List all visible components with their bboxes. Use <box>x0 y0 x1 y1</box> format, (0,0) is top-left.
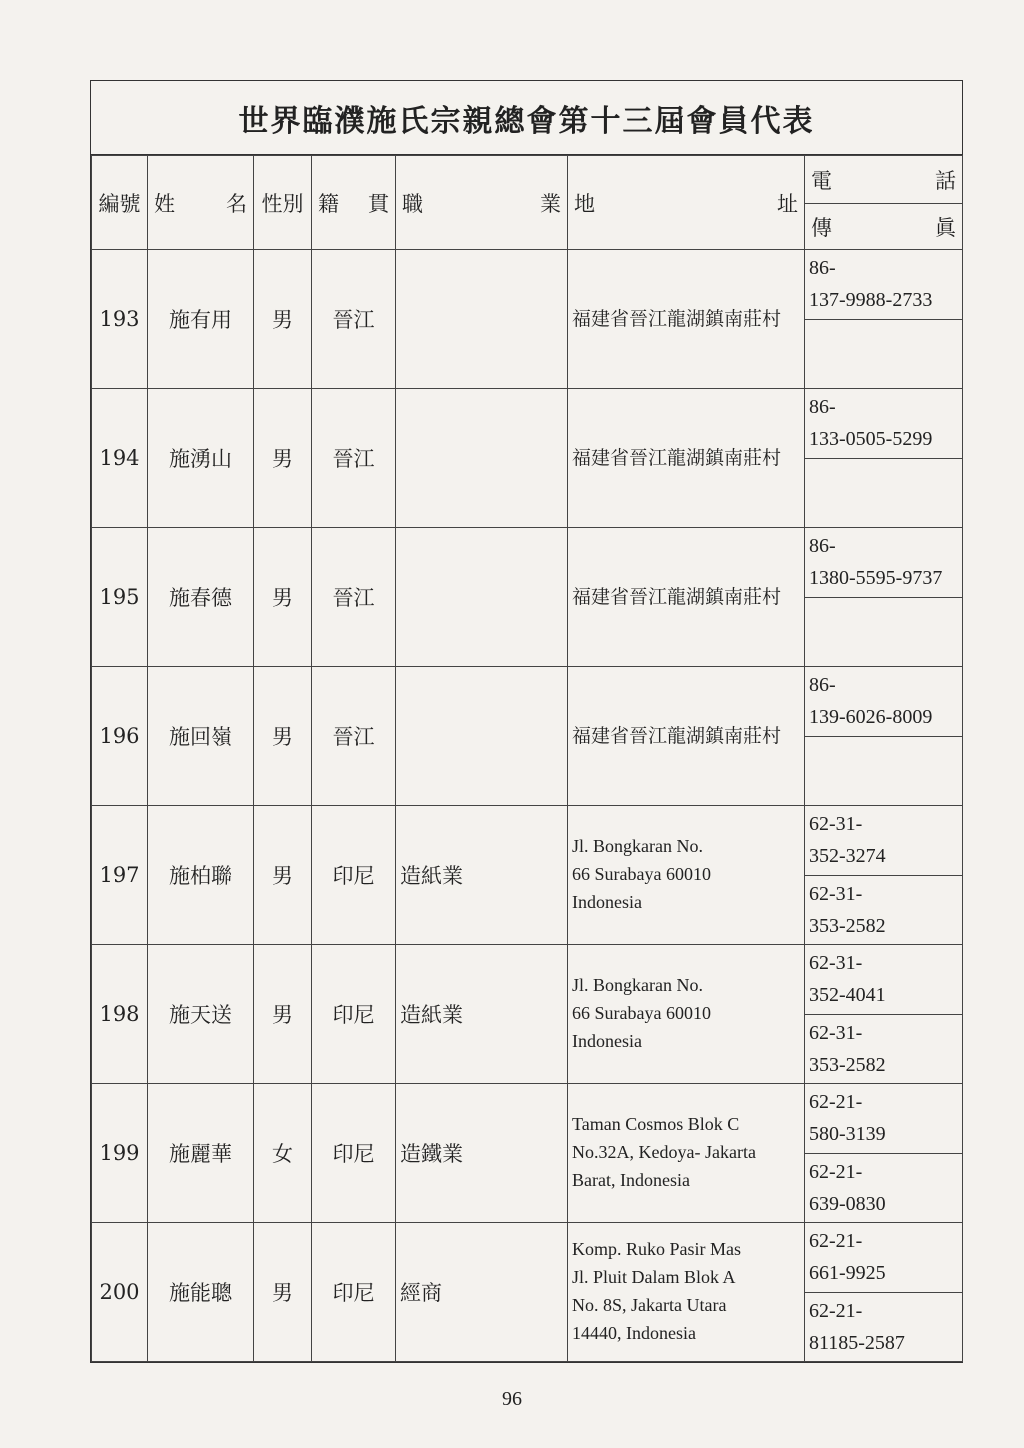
member-address: Jl. Bongkaran No. 66 Surabaya 60010 Indonesia <box>568 945 805 1084</box>
member-origin: 印尼 <box>312 806 396 945</box>
member-phone: 86- 137-9988-2733 <box>805 250 963 320</box>
member-origin: 晉江 <box>312 389 396 528</box>
header-phone: 電 話 <box>805 156 963 204</box>
member-origin: 晉江 <box>312 667 396 806</box>
member-name: 施湧山 <box>148 389 254 528</box>
member-job: 造紙業 <box>396 806 568 945</box>
member-gender: 男 <box>254 806 312 945</box>
member-job <box>396 250 568 389</box>
member-fax: 62-31- 353-2582 <box>805 1015 963 1084</box>
member-gender: 男 <box>254 1223 312 1362</box>
member-gender: 男 <box>254 667 312 806</box>
member-name: 施柏聯 <box>148 806 254 945</box>
member-table <box>91 155 963 1362</box>
member-name: 施天送 <box>148 945 254 1084</box>
member-fax <box>805 320 963 389</box>
member-address: 福建省晉江龍湖鎮南莊村 <box>568 667 805 806</box>
member-gender: 女 <box>254 1084 312 1223</box>
member-origin: 印尼 <box>312 1223 396 1362</box>
member-phone: 62-21- 661-9925 <box>805 1223 963 1293</box>
member-phone: 62-31- 352-3274 <box>805 806 963 876</box>
member-phone: 62-21- 580-3139 <box>805 1084 963 1154</box>
member-job: 造紙業 <box>396 945 568 1084</box>
header-fax: 傳 眞 <box>805 204 963 250</box>
member-name: 施回嶺 <box>148 667 254 806</box>
header-gender: 性別 <box>254 156 312 250</box>
member-fax: 62-21- 639-0830 <box>805 1154 963 1223</box>
member-no: 195 <box>92 528 148 667</box>
header-no: 編號 <box>92 156 148 250</box>
member-address: Jl. Bongkaran No. 66 Surabaya 60010 Indonesia <box>568 806 805 945</box>
member-name: 施麗華 <box>148 1084 254 1223</box>
member-job: 經商 <box>396 1223 568 1362</box>
member-origin: 晉江 <box>312 250 396 389</box>
member-fax: 62-21- 81185-2587 <box>805 1293 963 1362</box>
member-address: 福建省晉江龍湖鎮南莊村 <box>568 528 805 667</box>
member-name: 施能聰 <box>148 1223 254 1362</box>
member-gender: 男 <box>254 389 312 528</box>
header-address: 地 址 <box>568 156 805 250</box>
member-job: 造鐵業 <box>396 1084 568 1223</box>
member-address: 福建省晉江龍湖鎮南莊村 <box>568 250 805 389</box>
member-phone: 86- 133-0505-5299 <box>805 389 963 459</box>
member-gender: 男 <box>254 945 312 1084</box>
member-gender: 男 <box>254 528 312 667</box>
member-no: 198 <box>92 945 148 1084</box>
table-row <box>92 389 963 459</box>
table-row <box>92 1084 963 1154</box>
member-fax <box>805 459 963 528</box>
member-job <box>396 389 568 528</box>
member-address: Komp. Ruko Pasir Mas Jl. Pluit Dalam Blok A No. 8S, Jakarta Utara 14440, Indonesia <box>568 1223 805 1362</box>
member-no: 193 <box>92 250 148 389</box>
member-no: 200 <box>92 1223 148 1362</box>
member-address: 福建省晉江龍湖鎮南莊村 <box>568 389 805 528</box>
table-row <box>92 1223 963 1293</box>
member-origin: 印尼 <box>312 1084 396 1223</box>
member-no: 199 <box>92 1084 148 1223</box>
member-no: 196 <box>92 667 148 806</box>
member-name: 施春德 <box>148 528 254 667</box>
member-job <box>396 667 568 806</box>
member-origin: 印尼 <box>312 945 396 1084</box>
member-name: 施有用 <box>148 250 254 389</box>
table-row <box>92 667 963 737</box>
member-fax <box>805 737 963 806</box>
table-row <box>92 528 963 598</box>
header-job: 職 業 <box>396 156 568 250</box>
page-number: 96 <box>502 1388 522 1410</box>
member-job <box>396 528 568 667</box>
header-row <box>92 156 963 204</box>
member-phone: 62-31- 352-4041 <box>805 945 963 1015</box>
table-row <box>92 250 963 320</box>
member-address: Taman Cosmos Blok C No.32A, Kedoya- Jakarta Barat, Indonesia <box>568 1084 805 1223</box>
header-origin: 籍 貫 <box>312 156 396 250</box>
member-table-frame <box>90 80 963 1363</box>
member-phone: 86- 139-6026-8009 <box>805 667 963 737</box>
member-no: 197 <box>92 806 148 945</box>
member-phone: 86- 1380-5595-9737 <box>805 528 963 598</box>
table-row <box>92 806 963 876</box>
member-fax <box>805 598 963 667</box>
member-gender: 男 <box>254 250 312 389</box>
page-title: 世界臨濮施氏宗親總會第十三屆會員代表 <box>91 81 962 155</box>
header-name: 姓 名 <box>148 156 254 250</box>
member-origin: 晉江 <box>312 528 396 667</box>
member-fax: 62-31- 353-2582 <box>805 876 963 945</box>
member-no: 194 <box>92 389 148 528</box>
table-row <box>92 945 963 1015</box>
